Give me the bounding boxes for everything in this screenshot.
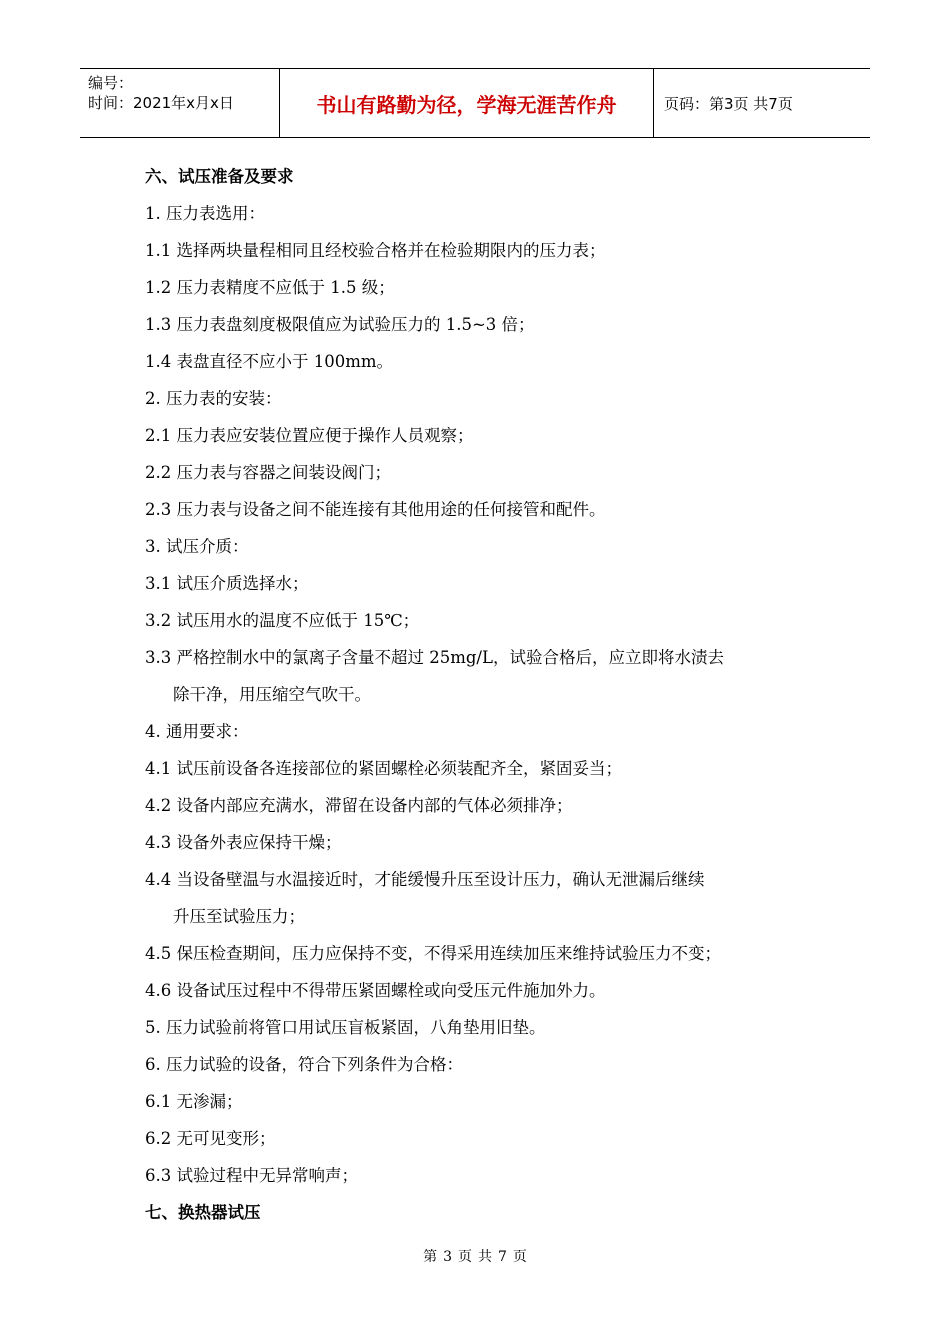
body-line: 1.3 压力表盘刻度极限值应为试验压力的 1.5~3 倍； [145, 315, 535, 334]
body-line: 3. 试压介质： [145, 537, 249, 556]
footer-total-pages: 7 [498, 1249, 507, 1265]
body-line: 2. 压力表的安装： [145, 389, 282, 408]
body-line: 1.1 选择两块量程相同且经校验合格并在检验期限内的压力表； [145, 241, 606, 260]
body-line: 4.5 保压检查期间，压力应保持不变，不得采用连续加压来维持试验压力不变； [145, 944, 721, 963]
body-line: 4.1 试压前设备各连接部位的紧固螺栓必须装配齐全，紧固妥当； [145, 759, 622, 778]
body-line: 4. 通用要求： [145, 722, 249, 741]
body-line: 3.2 试压用水的温度不应低于 15℃； [145, 611, 420, 630]
body-line: 6. 压力试验的设备，符合下列条件为合格： [145, 1055, 463, 1074]
document-number-label: 编号： [88, 74, 134, 92]
body-line: 1.2 压力表精度不应低于 1.5 级； [145, 278, 395, 297]
body-line: 1. 压力表选用： [145, 204, 265, 223]
body-line: 2.3 压力表与设备之间不能连接有其他用途的任何接管和配件。 [145, 500, 606, 519]
body-line: 6.1 无渗漏； [145, 1092, 243, 1111]
footer-ye: 页 [458, 1249, 472, 1265]
document-body [145, 158, 825, 1231]
body-line: 升压至试验压力； [173, 907, 305, 926]
footer-di: 第 [423, 1249, 438, 1265]
header-page-code: 页码：第3页 共7页 [664, 94, 793, 113]
body-line: 2.2 压力表与容器之间装设阀门； [145, 463, 391, 482]
body-line: 4.2 设备内部应充满水，滞留在设备内部的气体必须排净； [145, 796, 573, 815]
document-time-label: 时间：2021年x月x日 [88, 94, 234, 112]
body-line: 6.2 无可见变形； [145, 1129, 276, 1148]
page-footer [0, 1246, 950, 1266]
body-line: 4.4 当设备壁温与水温接近时，才能缓慢升压至设计压力，确认无泄漏后继续 [145, 870, 705, 889]
page-header [80, 68, 870, 138]
header-meta [80, 69, 280, 137]
body-line: 3.3 严格控制水中的氯离子含量不超过 25mg/L，试验合格后，应立即将水渍去 [145, 648, 724, 667]
body-line: 1.4 表盘直径不应小于 100mm。 [145, 352, 394, 371]
footer-ye2: 页 [512, 1249, 527, 1265]
body-line: 5. 压力试验前将管口用试压盲板紧固，八角垫用旧垫。 [145, 1018, 546, 1037]
section-heading: 七、换热器试压 [145, 1203, 261, 1222]
body-line: 6.3 试验过程中无异常响声； [145, 1166, 358, 1185]
body-line: 4.6 设备试压过程中不得带压紧固螺栓或向受压元件施加外力。 [145, 981, 606, 1000]
footer-page-number: 3 [443, 1249, 452, 1265]
footer-gong: 共 [478, 1249, 492, 1265]
header-motto: 书山有路勤为径，学海无涯苦作舟 [280, 69, 654, 137]
body-line: 除干净，用压缩空气吹干。 [173, 685, 371, 704]
body-line: 3.1 试压介质选择水； [145, 574, 309, 593]
body-line: 2.1 压力表应安装位置应便于操作人员观察； [145, 426, 474, 445]
section-heading: 六、试压准备及要求 [145, 167, 294, 186]
body-line: 4.3 设备外表应保持干燥； [145, 833, 342, 852]
